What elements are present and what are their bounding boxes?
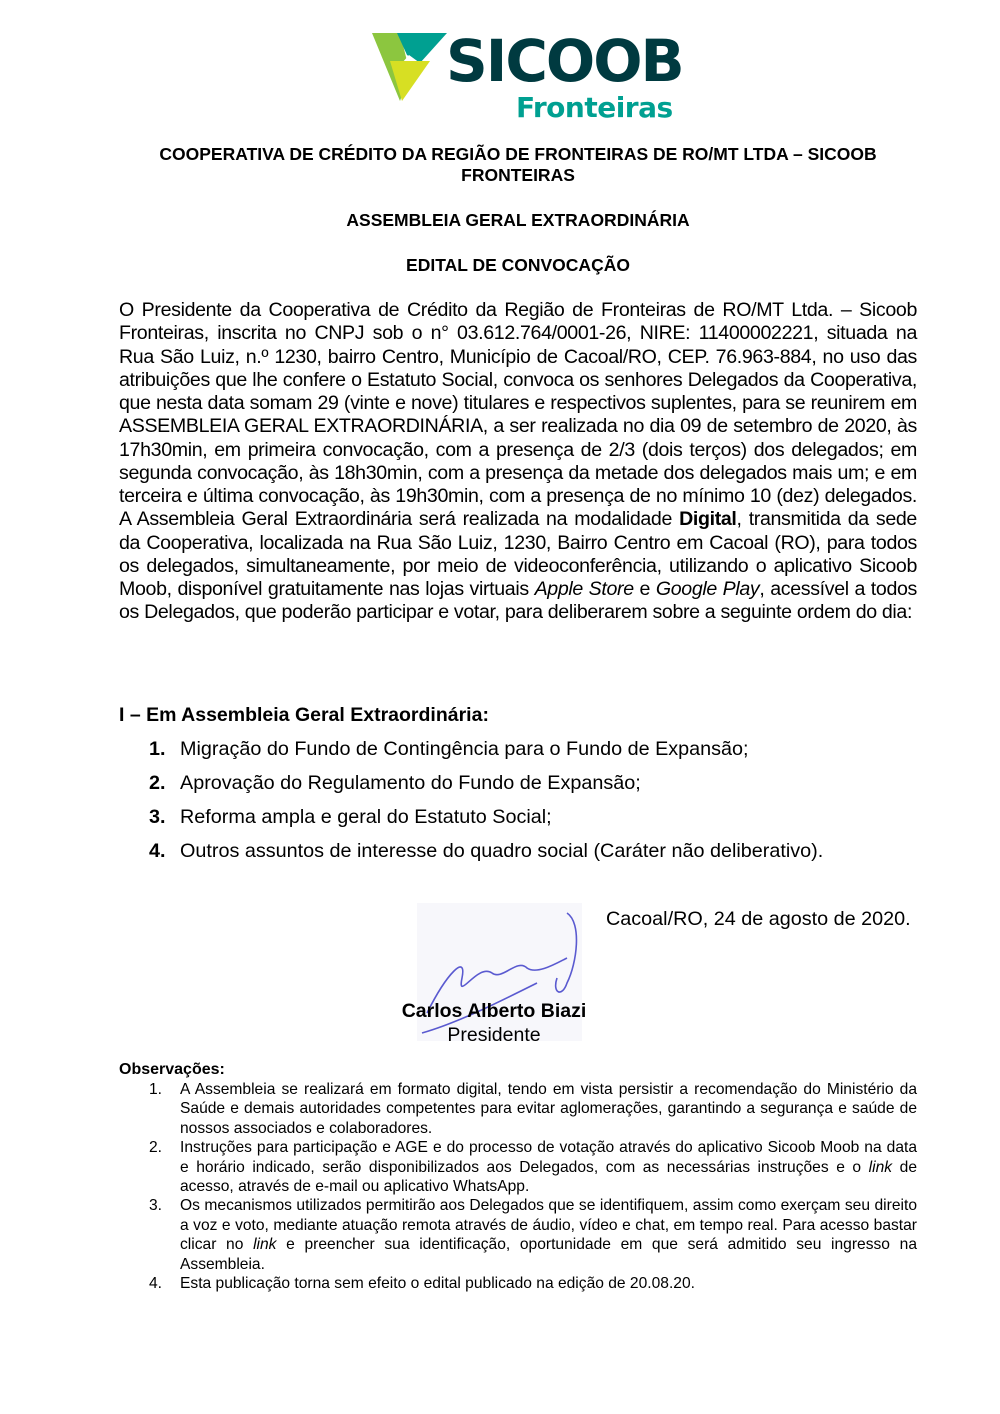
logo-triangle-icon (372, 33, 447, 101)
logo-brand: SICOOB (446, 27, 683, 95)
text: Instruções para participação e AGE e do processo de votação através do aplicativo Sicoob Moob na data e horário indicado, serão disponibilizados aos Delegados, com as necessárias instruções e o (180, 1139, 917, 1176)
assembly-heading: ASSEMBLEIA GERAL EXTRAORDINÁRIA (346, 210, 690, 230)
text: e (633, 578, 656, 600)
text: e preencher sua identificação, oportunidade em que será admitido seu ingresso na Assembleia. (180, 1236, 917, 1273)
list-item (149, 772, 823, 806)
text: , transmitida da sede da Cooperativa, localizada na Rua São Luiz, 1230, Bairro Centro em Cacoal (RO), para todos os delegados, simultaneamente, por meio de videoconferência, utilizando o aplicativo Sicoob Moob, disponível gratuitamente nas lojas virtuais (119, 508, 917, 600)
agenda-list (149, 738, 823, 874)
organization-name: COOPERATIVA DE CRÉDITO DA REGIÃO DE FRONTEIRAS DE RO/MT LTDA – SICOOB FRONTEIRAS (159, 144, 877, 185)
text: O Presidente da Cooperativa de Crédito da Região de Fronteiras de RO/MT Ltda. – Sicoob Fronteiras, inscrita no CNPJ sob o n° 03.612.764/0001-26, NIRE: 11400002221, situada na Rua São Luiz, n.º 1230, bairro Centro, Município de Cacoal/RO, CEP. 76.963-884, no uso das atribuições que lhe confere o Estatuto Social, convoca os senhores Delegados da Cooperativa, que nesta data somam 29 (vinte e nove) titulares e respectivos suplentes, para se reunirem em ASSEMBLEIA GERAL EXTRAORDINÁRIA, a ser realizada no dia 09 de setembro de 2020, às 17h30min, em primeira convocação, com a presença de 2/3 (dois terços) dos delegados; em segunda convocação, às 18h30min, com a presença da metade dos delegados mais um; e em terceira e última convocação, às 19h30min, com a presença de no mínimo 10 (dez) delegados. A Assembleia Geral Extraordinária será realizada na modalidade (119, 299, 917, 531)
note-item (149, 1274, 917, 1293)
italic-text: link (868, 1158, 893, 1176)
signatory-name: Carlos Alberto Biazi (401, 1000, 587, 1022)
convocation-paragraph (119, 299, 917, 625)
note-text (180, 1138, 917, 1196)
list-item (149, 840, 823, 874)
note-item (149, 1138, 917, 1196)
notes-title: Observações: (119, 1061, 225, 1078)
list-item (149, 738, 823, 772)
note-number: 2. (149, 1139, 163, 1157)
note-text (180, 1196, 917, 1274)
note-number: 3. (149, 1197, 163, 1215)
item-text: Aprovação do Regulamento do Fundo de Expansão; (180, 772, 641, 794)
note-number: 1. (149, 1081, 163, 1098)
document-title: EDITAL DE CONVOCAÇÃO (406, 255, 630, 275)
bold-text: Digital (679, 508, 737, 531)
note-number: 4. (149, 1275, 163, 1293)
item-number: 3. (149, 806, 166, 828)
italic-text: link (253, 1236, 277, 1254)
note-item (149, 1196, 917, 1274)
signatory-role: Presidente (447, 1024, 541, 1046)
item-number: 2. (149, 772, 166, 794)
item-text: Reforma ampla e geral do Estatuto Social; (180, 806, 552, 828)
list-item (149, 806, 823, 840)
item-text: Outros assuntos de interesse do quadro social (Caráter não deliberativo). (180, 840, 824, 862)
place-date: Cacoal/RO, 24 de agosto de 2020. (606, 908, 911, 930)
item-number: 4. (149, 840, 166, 862)
logo-subtitle: Fronteiras (516, 91, 673, 124)
item-text: Migração do Fundo de Contingência para o Fundo de Expansão; (180, 738, 749, 760)
note-text: Esta publicação torna sem efeito o edital publicado na edição de 20.08.20. (180, 1275, 695, 1293)
text: , acessível a todos os Delegados, que poderão participar e votar, para deliberarem sobre a seguinte ordem do dia: (119, 578, 917, 624)
note-text: A Assembleia se realizará em formato digital, tendo em vista persistir a recomendação do Ministério da Saúde e demais autoridades competentes para evitar aglomerações, garantindo a segurança e saúde de nossos associados e colaboradores. (180, 1081, 917, 1137)
note-item (149, 1080, 917, 1138)
text: de acesso, através de e-mail ou aplicativo WhatsApp. (180, 1158, 917, 1196)
sicoob-logo (372, 27, 683, 125)
italic-text: Apple Store (534, 578, 634, 600)
italic-text: Google Play (655, 578, 760, 600)
item-number: 1. (149, 738, 166, 760)
notes-list (149, 1080, 917, 1293)
text: Os mecanismos utilizados permitirão aos Delegados que se identifiquem, assim como exerçam seu direito a voz e voto, mediante atuação remota através de áudio, vídeo e chat, em tempo real. Para acesso bastar clicar no (180, 1197, 917, 1254)
agenda-title: I – Em Assembleia Geral Extraordinária: (119, 704, 489, 726)
